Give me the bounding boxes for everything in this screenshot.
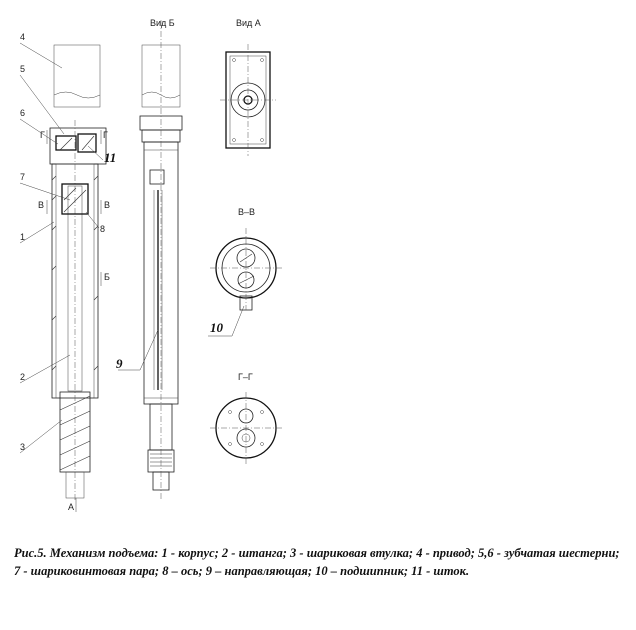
view-a xyxy=(220,18,276,156)
marker-v-right: В xyxy=(104,200,111,210)
figure-caption: Рис.5. Механизм подъема: 1 - корпус; 2 - штанга; 3 - шариковая втулка; 4 - привод; 5,6 - зубчатая шестерни; 7 - шариковинтовая пара; 8 – ось; 9 – направляющая; 10 – подшипник; 11 - шток. xyxy=(14,546,620,578)
callout-8: 8 xyxy=(100,224,106,234)
marker-v-left: В xyxy=(38,200,45,210)
callout-7: 7 xyxy=(20,172,26,182)
marker-a: А xyxy=(68,502,75,512)
marker-g-right: Г xyxy=(103,130,108,140)
callout-4: 4 xyxy=(20,32,26,42)
view-b xyxy=(116,18,182,500)
marker-g-left: Г xyxy=(40,130,45,140)
section-vv-title: В–В xyxy=(238,207,256,217)
view-b-title: Вид Б xyxy=(150,18,175,28)
callout-6: 6 xyxy=(20,108,26,118)
section-gg xyxy=(210,372,282,466)
callout-11: 11 xyxy=(104,150,117,165)
callout-10: 10 xyxy=(210,320,223,335)
callout-5: 5 xyxy=(20,64,26,74)
marker-b: Б xyxy=(104,272,110,282)
callout-2: 2 xyxy=(20,372,26,382)
callout-3: 3 xyxy=(20,442,26,452)
callout-9: 9 xyxy=(116,356,123,371)
view-a-title: Вид А xyxy=(236,18,261,28)
section-view xyxy=(20,32,116,512)
section-vv xyxy=(208,207,282,336)
callout-1: 1 xyxy=(20,232,26,242)
section-gg-title: Г–Г xyxy=(238,372,253,382)
